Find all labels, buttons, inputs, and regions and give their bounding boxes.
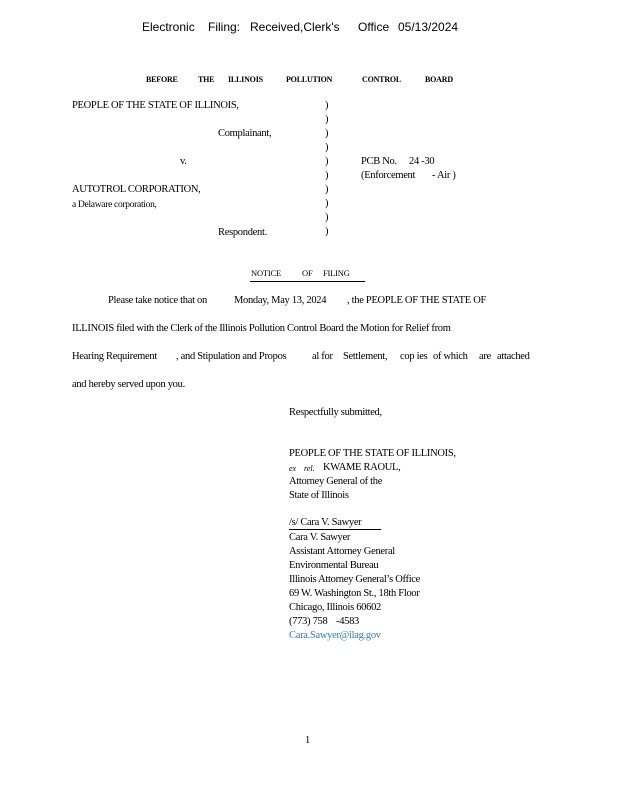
pcb-number: 24 -30 (409, 156, 435, 167)
paren: ) (325, 156, 329, 167)
notice-title (250, 268, 365, 282)
body-text: are (479, 351, 491, 362)
body-text: Please take notice that on (108, 295, 207, 306)
board-title-word: ILLINOIS (228, 75, 263, 84)
paren: ) (325, 184, 329, 195)
attorney-general-name: KWAME RAOUL, (323, 462, 401, 473)
header-office: Office (358, 20, 390, 34)
body-text: of which (433, 351, 468, 362)
body-text: Hearing Requirement (72, 351, 157, 362)
header-date: 05/13/2024 (398, 20, 459, 34)
body-text: and hereby served upon you. (72, 379, 185, 390)
plaintiff-name: PEOPLE OF THE STATE OF ILLINOIS, (72, 100, 239, 111)
phone-number-suffix: -4583 (336, 616, 359, 627)
body-text: , and Stipulation and Propos (176, 351, 287, 362)
body-text: ILLINOIS filed with the Clerk of the Illinois Pollution Control Board the Motion for Relief from (72, 323, 451, 334)
board-title-word: BEFORE (146, 75, 178, 84)
caption-parentheses (325, 99, 333, 239)
header-electronic: Electronic (142, 20, 195, 34)
body-text: attached (497, 351, 530, 362)
paren: ) (325, 226, 329, 237)
paren: ) (325, 170, 329, 181)
body-text: al for (312, 351, 333, 362)
body-text: Settlement, (343, 351, 388, 362)
notice-title-word: OF (302, 268, 313, 278)
signer-office: Illinois Attorney General’s Office (289, 574, 421, 585)
respondent-label: Respondent. (218, 227, 267, 238)
filing-date: Monday, May 13, 2024 (234, 295, 327, 306)
body-text: cop ies (400, 351, 428, 362)
phone-number-prefix: (773) 758 (289, 616, 328, 627)
board-title-word: THE (198, 75, 215, 84)
signer-bureau: Environmental Bureau (289, 560, 379, 571)
board-title-word: CONTROL (362, 75, 402, 84)
signer-name: Cara V. Sawyer (289, 532, 351, 543)
defendant-name: AUTOTROL CORPORATION, (72, 184, 201, 195)
notice-title-word: NOTICE (251, 268, 281, 278)
rel-label: rel. (304, 464, 315, 473)
attorney-general-state: State of Illinois (289, 490, 349, 501)
pcb-label: PCB No. (361, 156, 397, 167)
header-received: Received,Clerk's (250, 20, 340, 34)
notice-title-word: FILING (323, 268, 350, 278)
ex-label: ex (289, 464, 297, 473)
paren: ) (325, 100, 329, 111)
board-title-word: POLLUTION (286, 75, 333, 84)
closing-line: Respectfully submitted, (289, 407, 382, 418)
enforcement-label: (Enforcement (361, 170, 416, 181)
city-address: Chicago, Illinois 60602 (289, 602, 381, 613)
paren: ) (325, 142, 329, 153)
street-address: 69 W. Washington St., 18th Floor (289, 588, 420, 599)
page-number: 1 (305, 735, 310, 746)
party-name: PEOPLE OF THE STATE OF ILLINOIS, (289, 448, 456, 459)
email-link[interactable]: Cara.Sawyer@ilag.gov (289, 630, 381, 641)
attorney-general-title: Attorney General of the (289, 476, 383, 487)
enforcement-type: - Air ) (432, 170, 456, 181)
header-filing: Filing: (208, 20, 241, 34)
paren: ) (325, 114, 329, 125)
electronic-signature: /s/ Cara V. Sawyer (289, 517, 381, 530)
body-text: , the PEOPLE OF THE STATE OF (347, 295, 487, 306)
defendant-description: a Delaware corporation, (72, 200, 157, 210)
signer-title: Assistant Attorney General (289, 546, 395, 557)
paren: ) (325, 198, 329, 209)
versus-label: v. (180, 156, 187, 167)
paren: ) (325, 212, 329, 223)
complainant-label: Complainant, (218, 128, 272, 139)
board-title-word: BOARD (425, 75, 453, 84)
paren: ) (325, 128, 329, 139)
